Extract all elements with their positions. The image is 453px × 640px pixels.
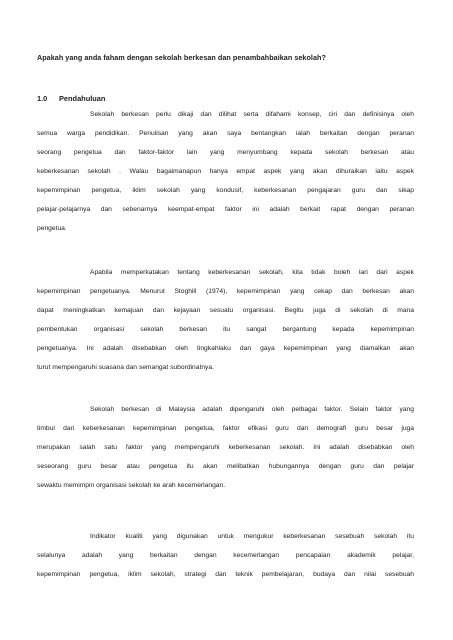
paragraph-2 [37,263,414,377]
paragraph-line: pengetua. [37,225,67,232]
paragraph-line: seseorang guru besar atau pengetua itu akan melibatkan hubungannya dengan guru dan pelajar [37,463,414,470]
section-title: Pendahuluan [59,94,106,103]
paragraph-line: Sekolah berkesan di Malaysia adalah dipengaruhi oleh pelbagai faktor. Selain faktor yang [90,406,414,413]
paragraph-line: keberkesanan sekolah . Walau bagaimanapun hanya empat aspek yang akan dihuraikan iaitu aspek [37,168,414,175]
paragraph-line: merupakan salah satu faktor yang mempengaruhi keberkesanan sekolah. Ini adalah disebabkan oleh [37,444,414,451]
paragraph-line: kepemimpinan pengetuanya. Menurut Stoghill (1974), kepemimpinan yang cekap dan berkesan akan [37,288,414,295]
paragraph-line: kepemimpinan pengetua, iklim sekolah, strategi dan teknik pembelajaran, budaya dan nilai sesebuah [37,571,414,578]
paragraph-line: pelajar-pelajarnya dan sebenarnya keempat-empat faktor ini adalah berkait rapat dengan peranan [37,206,414,213]
paragraph-line: kepemimpinan pengetua, iklim sekolah yang kondusif, keberkesanan pengajaran guru dan sikap [37,187,414,194]
paragraph-line: Apabila memperkatakan tentang keberkesanan sekolah, kita tidak boleh lari dari aspek [90,269,414,276]
paragraph-line: timbul dari keberkesanan kepemimpinan pengetua, faktor efikasi guru dan demografi guru besar juga [37,425,414,432]
paragraph-line: sewaktu memimpin organisasi sekolah ke arah kecemerlangan. [37,482,226,489]
paragraph-3 [37,400,414,495]
paragraph-line: pengetuanya. Ini adalah disebabkan oleh tingkahlaku dan gaya kepemimpinan yang diamalkan akan [37,345,414,352]
paragraph-4 [37,527,414,584]
paragraph-line: selalunya adalah yang berkaitan dengan kecemerlangan pencapaian akademik pelajar, [37,552,414,559]
paragraph-line: Sekolah berkesan perlu dikaji dan dilihat serta difahami konsep, ciri dan definisinya oleh [90,111,414,118]
document-title: Apakah yang anda faham dengan sekolah berkesan dan penambahbaikan sekolah? [37,53,326,62]
paragraph-line: seorang pengetua dan faktor-faktor lain yang menyumbang kepada sekolah berkesan atau [37,149,414,156]
paragraph-line: semua warga pendidikan. Penulisan yang akan saya bentangkan ialah berkaitan dengan peranan [37,130,414,137]
section-number: 1.0 [37,94,48,103]
paragraph-line: Indikator kualiti yang digunakan untuk mengukur keberkesanan sesebuah sekolah itu [90,533,414,540]
section-heading [37,94,105,103]
paragraph-line: dapat meningkatkan kemajuan dan kejayaan sesuatu organisasi. Begitu juga di sekolah di mana [37,307,414,314]
paragraph-line: turut mempengaruhi suasana dan semangat subordinatnya. [37,364,214,371]
paragraph-line: pembentukan organisasi sekolah berkesan itu sangat bergantung kepada kepemimpinan [37,326,414,333]
paragraph-1 [37,105,414,238]
